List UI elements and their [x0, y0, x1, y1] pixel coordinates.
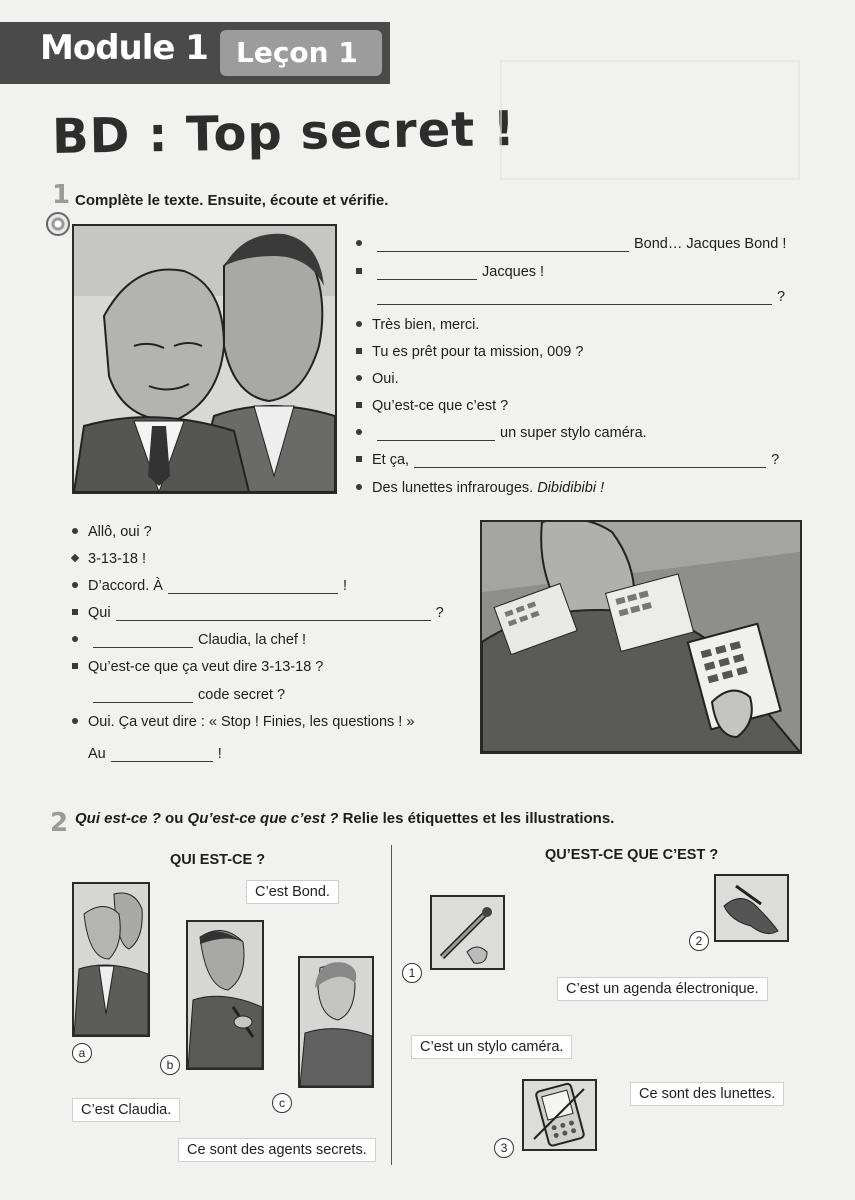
marker-3: 3 — [494, 1138, 514, 1158]
marker-c: c — [272, 1093, 292, 1113]
bullet-square-icon — [72, 659, 88, 675]
lecon-label: Leçon 1 — [236, 36, 358, 69]
answer-blank[interactable] — [377, 238, 629, 252]
dialogue-b-line-8 — [72, 714, 414, 730]
dialogue-a-line-9 — [356, 452, 779, 468]
label-cest-bond[interactable]: C’est Bond. — [246, 880, 339, 904]
line-text: Qu’est-ce que c’est ? — [372, 398, 509, 414]
illustration-secret-agents — [72, 882, 150, 1037]
bullet-dot-icon — [72, 578, 88, 594]
bleed-through-decoration — [500, 60, 800, 180]
answer-blank[interactable] — [377, 427, 495, 441]
answer-blank[interactable] — [93, 689, 193, 703]
dialogue-b-line-2 — [72, 551, 146, 567]
line-text: un super stylo caméra. — [500, 425, 647, 441]
line-text: code secret ? — [198, 687, 286, 703]
marker-b: b — [160, 1055, 180, 1075]
bullet-dot-icon — [72, 714, 88, 730]
dialogue-a-line-3 — [356, 289, 785, 305]
dialogue-b-line-3 — [72, 578, 347, 594]
line-text: Et ça, — [372, 452, 410, 468]
line-text: ! — [342, 578, 347, 594]
line-text: Claudia, la chef ! — [198, 632, 307, 648]
marker-a: a — [72, 1043, 92, 1063]
answer-blank[interactable] — [168, 580, 338, 594]
line-text: Bond… Jacques Bond ! — [634, 236, 787, 252]
bullet-dot-icon — [356, 480, 372, 496]
label-agents-secrets[interactable]: Ce sont des agents secrets. — [178, 1138, 376, 1162]
label-cest-claudia[interactable]: C’est Claudia. — [72, 1098, 180, 1122]
line-text: Des lunettes infrarouges. — [372, 480, 534, 496]
illustration-stylo-camera — [430, 895, 505, 970]
bullet-dot-icon — [356, 317, 372, 333]
line-text: Oui. — [372, 371, 399, 387]
exercise-2-instruction — [75, 810, 614, 827]
line-text: Allô, oui ? — [88, 524, 152, 540]
instruction-ou: ou — [165, 810, 184, 827]
line-text: Qui — [88, 605, 111, 621]
bullet-dot-icon — [72, 524, 88, 540]
bullet-dot-icon — [356, 371, 372, 387]
instruction-q2: Qu’est-ce que c’est ? — [187, 810, 339, 827]
dialogue-b-line-9 — [72, 746, 222, 762]
line-text: ? — [771, 452, 780, 468]
answer-blank[interactable] — [377, 266, 477, 280]
line-text: Qu’est-ce que ça veut dire 3-13-18 ? — [88, 659, 324, 675]
label-lunettes[interactable]: Ce sont des lunettes. — [630, 1082, 784, 1106]
dialogue-a-line-8 — [356, 425, 647, 441]
bullet-dot-icon — [356, 425, 372, 441]
column-divider — [391, 845, 392, 1165]
illustration-agent-with-agenda — [480, 520, 802, 754]
line-text-italic: Dibidibibi ! — [537, 480, 605, 496]
dialogue-b-line-6 — [72, 659, 323, 675]
bullet-diamond-icon — [72, 551, 88, 567]
bullet-square-icon — [72, 605, 88, 621]
bullet-square-icon — [356, 398, 372, 414]
answer-blank[interactable] — [111, 748, 213, 762]
answer-blank[interactable] — [414, 454, 766, 468]
illustration-agenda-electronique — [522, 1079, 597, 1151]
audio-cd-icon — [46, 212, 70, 236]
dialogue-a-line-1 — [356, 236, 786, 252]
bullet-square-icon — [356, 452, 372, 468]
answer-blank[interactable] — [116, 607, 431, 621]
line-text: D’accord. À — [88, 578, 163, 594]
line-text: Tu es prêt pour ta mission, 009 ? — [372, 344, 584, 360]
dialogue-b-line-4 — [72, 605, 444, 621]
dialogue-b-line-7 — [72, 687, 285, 703]
instruction-q1: Qui est-ce ? — [75, 810, 161, 827]
label-agenda-electronique[interactable]: C’est un agenda électronique. — [557, 977, 768, 1001]
marker-2: 2 — [689, 931, 709, 951]
line-text: Très bien, merci. — [372, 317, 480, 333]
dialogue-a-line-2 — [356, 264, 544, 280]
illustration-two-agents — [72, 224, 337, 494]
exercise-1-number: 1 — [52, 180, 71, 210]
dialogue-b-line-1 — [72, 524, 152, 540]
line-text: ? — [777, 289, 786, 305]
instruction-rest: Relie les étiquettes et les illustrations. — [342, 810, 615, 827]
marker-1: 1 — [402, 963, 422, 983]
line-text: Au — [88, 746, 106, 762]
illustration-lunettes — [714, 874, 789, 942]
exercise-2-number: 2 — [50, 808, 69, 838]
label-stylo-camera[interactable]: C’est un stylo caméra. — [411, 1035, 572, 1059]
dialogue-a-line-5 — [356, 344, 583, 360]
bullet-dot-icon — [356, 236, 372, 252]
illustration-bond — [186, 920, 264, 1070]
line-text: ? — [435, 605, 444, 621]
line-text: ! — [217, 746, 222, 762]
dialogue-a-line-6 — [356, 371, 399, 387]
answer-blank[interactable] — [377, 291, 772, 305]
bullet-square-icon — [356, 264, 372, 280]
dialogue-b-line-5 — [72, 632, 306, 648]
left-column-heading: QUI EST-CE ? — [170, 852, 266, 868]
line-text: Jacques ! — [482, 264, 545, 280]
answer-blank[interactable] — [93, 634, 193, 648]
bullet-dot-icon — [72, 632, 88, 648]
dialogue-a-line-7 — [356, 398, 508, 414]
exercise-1-instruction: Complète le texte. Ensuite, écoute et vérifie. — [75, 192, 389, 209]
line-text: 3-13-18 ! — [88, 551, 147, 567]
page-title: BD : Top secret ! — [51, 100, 517, 166]
dialogue-a-line-10 — [356, 480, 604, 496]
bullet-square-icon — [356, 344, 372, 360]
right-column-heading: QU’EST-CE QUE C’EST ? — [545, 847, 719, 863]
illustration-claudia — [298, 956, 374, 1088]
module-label: Module 1 — [40, 28, 208, 68]
dialogue-a-line-4 — [356, 317, 479, 333]
line-text: Oui. Ça veut dire : « Stop ! Finies, les questions ! » — [88, 714, 415, 730]
